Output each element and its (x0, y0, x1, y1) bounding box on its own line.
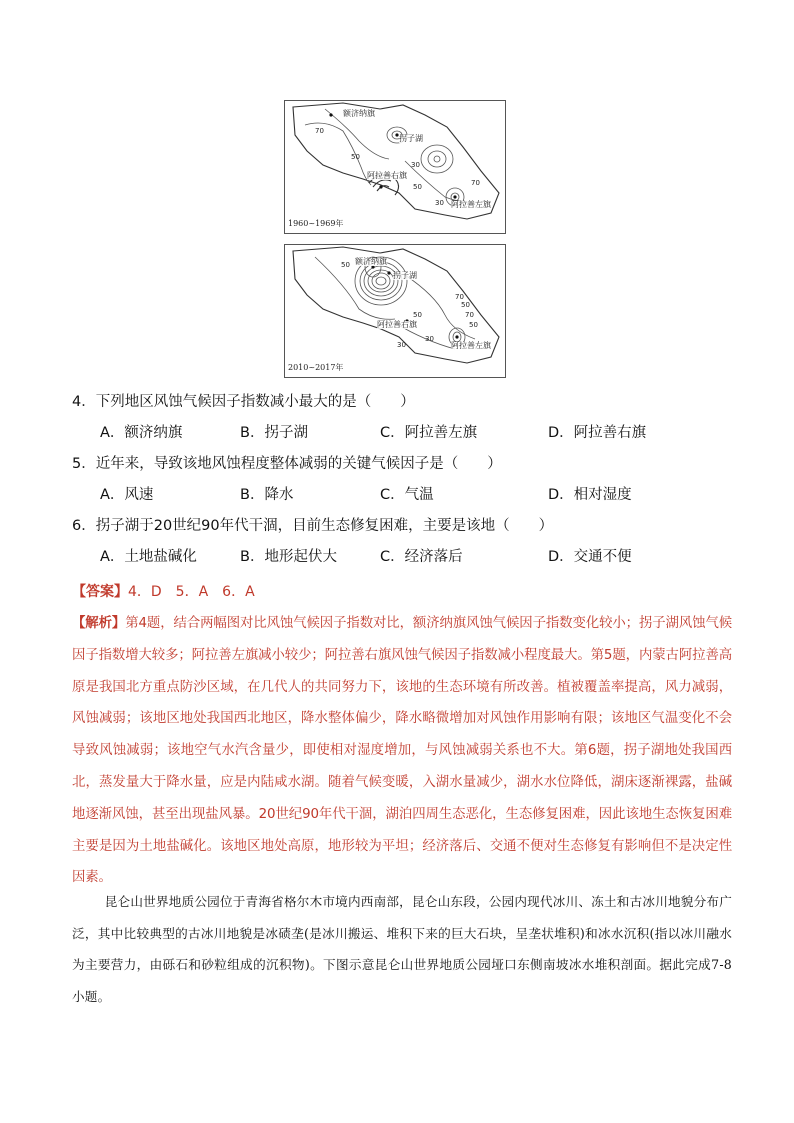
isoline-value: 30 (411, 161, 420, 169)
question-5-options (0, 485, 794, 505)
isoline-value: 70 (455, 293, 464, 301)
map-label-guaizi-lake: 拐子湖 (393, 271, 417, 280)
option-b[interactable]: B．地形起伏大 (240, 549, 337, 565)
map-1-drawing (285, 101, 505, 233)
station-dot (379, 185, 382, 188)
isoline-value: 30 (435, 199, 444, 207)
isoline-value: 50 (341, 261, 350, 269)
map-period: 1960~1969年 (288, 219, 344, 228)
station-dot (387, 271, 390, 274)
isoline-value: 70 (315, 127, 324, 135)
isoline-value: 30 (425, 335, 434, 343)
station-dot (453, 195, 456, 198)
answer-text: 4．D 5．A 6．A (128, 584, 255, 600)
option-d[interactable]: D．阿拉善右旗 (548, 425, 647, 441)
isoline-value: 70 (471, 179, 480, 187)
option-a[interactable]: A．额济纳旗 (100, 425, 183, 441)
map-label-ejina: 额济纳旗 (343, 109, 375, 118)
question-5-stem: 5．近年来，导致该地风蚀程度整体减弱的关键气候因子是（ ） (72, 456, 502, 472)
isoline-value: 50 (413, 183, 422, 191)
question-6-options (0, 547, 794, 567)
map-label-alxa-right: 阿拉善右旗 (377, 320, 417, 329)
reading-passage: 昆仑山世界地质公园位于青海省格尔木市境内西南部，昆仑山东段，公园内现代冰川、冻土和古冰川地貌分布广泛，其中比较典型的古冰川地貌是冰碛垄(是冰川搬运、堆积下来的巨大石块，呈垄状堆积)和冰水沉积(指以冰川融水为主要营力，由砾石和砂粒组成的沉积物)。下图示意昆仑山世界地质公园垭口东侧南坡冰水堆积剖面。据此完成7-8小题。 (72, 894, 732, 1004)
map-label-alxa-left: 阿拉善左旗 (451, 341, 491, 350)
option-a[interactable]: A．风速 (100, 487, 154, 503)
option-b[interactable]: B．拐子湖 (240, 425, 308, 441)
analysis-block (72, 608, 732, 894)
isoline-value: 50 (469, 321, 478, 329)
isoline-value: 50 (351, 153, 360, 161)
station-dot (455, 335, 458, 338)
option-d[interactable]: D．相对湿度 (548, 487, 632, 503)
question-4-stem: 4．下列地区风蚀气候因子指数减小最大的是（ ） (72, 394, 415, 410)
question-6-stem: 6．拐子湖于20世纪90年代干涸，目前生态修复困难，主要是该地（ ） (72, 518, 554, 534)
option-a[interactable]: A．土地盐碱化 (100, 549, 197, 565)
isoline-value: 70 (465, 311, 474, 319)
map-label-alxa-left: 阿拉善左旗 (451, 200, 491, 209)
isoline-value: 50 (461, 301, 470, 309)
map-label-guaizi-lake: 拐子湖 (399, 134, 423, 143)
map-period: 2010~2017年 (288, 363, 344, 372)
answer-line (72, 582, 255, 602)
option-c[interactable]: C．气温 (380, 487, 434, 503)
option-b[interactable]: B．降水 (240, 487, 294, 503)
isoline-value: 50 (413, 311, 422, 319)
map-2-drawing (285, 245, 505, 377)
station-dot (329, 113, 332, 116)
analysis-text: 第4题，结合两幅图对比风蚀气候因子指数对比，额济纳旗风蚀气候因子指数变化较小；拐子湖风蚀气候因子指数增大较多；阿拉善左旗减小较少；阿拉善右旗风蚀气候因子指数减小程度最大。第5题，内蒙古阿拉善高原是我国北方重点防沙区域，在几代人的共同努力下，该地的生态环境有所改善。植被覆盖率提高，风力减弱，风蚀减弱；该地区地处我国西北地区，降水整体偏少，降水略微增加对风蚀作用影响有限；该地区气温变化不会导致风蚀减弱；该地空气水汽含量少，即使相对湿度增加，与风蚀减弱关系也不大。第6题，拐子湖地处我国西北，蒸发量大于降水量，应是内陆咸水湖。随着气候变暖，入湖水量减少，湖水水位降低，湖床逐渐裸露，盐碱地逐渐风蚀，甚至出现盐风暴。20世纪90年代干涸，湖泊四周生态恶化，生态修复困难，因此该地生态恢复困难主要是因为土地盐碱化。该地区地处高原，地形较为平坦；经济落后、交通不便对生态修复有影响但不是决定性因素。 (72, 616, 732, 886)
analysis-tag: 【解析】 (72, 616, 126, 631)
answer-tag: 【答案】 (72, 584, 128, 600)
isoline-value: 30 (397, 341, 406, 349)
option-c[interactable]: C．经济落后 (380, 549, 463, 565)
question-4-options (0, 423, 794, 443)
map-label-alxa-right: 阿拉善右旗 (367, 171, 407, 180)
wind-erosion-map-2010s (284, 244, 506, 378)
wind-erosion-map-1960s (284, 100, 506, 234)
map-label-ejina: 额济纳旗 (355, 257, 387, 266)
option-d[interactable]: D．交通不便 (548, 549, 632, 565)
option-c[interactable]: C．阿拉善左旗 (380, 425, 478, 441)
